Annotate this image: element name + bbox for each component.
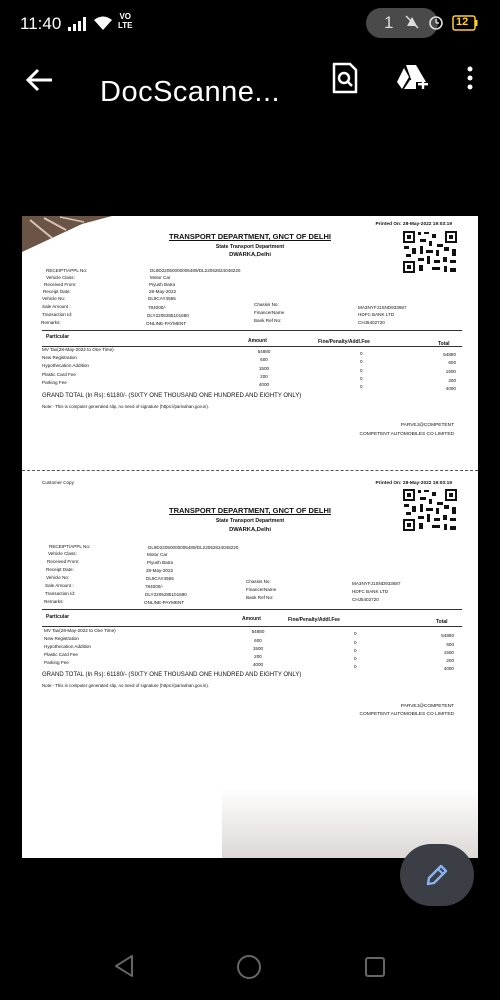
field-label: Sale Amount :	[42, 304, 71, 309]
nav-home-icon[interactable]	[236, 954, 262, 980]
col-header-total: Total	[438, 341, 450, 347]
row-amount: 200	[254, 654, 262, 659]
status-bar	[0, 0, 500, 48]
row-fine: 0	[360, 368, 363, 373]
field-value: 28-May-2022	[146, 568, 174, 573]
table-rule	[42, 626, 462, 627]
notification-count: 1	[384, 13, 394, 32]
document-page[interactable]	[22, 216, 478, 858]
field-label: Received From:	[47, 559, 80, 564]
row-particular: MV Tax(28-May-2022 to One Time)	[42, 347, 114, 352]
row-particular: Parking Fee	[44, 660, 69, 665]
field-value: DL9CAY4555	[146, 576, 174, 581]
row-amount: 200	[260, 374, 268, 379]
row-total: 54880	[441, 633, 454, 638]
grand-total: GRAND TOTAL (In Rs): 61180/- (SIXTY ONE THOUSAND ONE HUNDRED AND EIGHTY ONLY)	[42, 393, 302, 399]
col-header-amount: Amount	[248, 338, 267, 344]
row-fine: 0	[354, 631, 357, 636]
row-particular: Plastic Card Fee	[42, 372, 76, 377]
row-fine: 0	[360, 351, 363, 356]
more-vert-icon[interactable]	[460, 62, 480, 94]
signatory: PARVEJ@COMPETENT	[400, 704, 454, 709]
nav-back-icon[interactable]	[112, 954, 136, 978]
row-amount: 1500	[258, 366, 270, 371]
nav-recents-icon[interactable]	[364, 956, 386, 978]
note: Note:- This is computer generated slip, no need of signature (https://parivahan.gov.in).	[42, 404, 210, 409]
volte-line1: VO	[119, 12, 132, 21]
row-amount: 54880	[257, 349, 271, 354]
col-header-fine: Fine/Penalty/Addl.Fee	[288, 617, 340, 623]
row-amount: 1500	[252, 646, 264, 651]
row-amount: 4000	[258, 382, 270, 387]
row-amount: 4000	[252, 662, 264, 667]
mute-icon	[404, 14, 420, 30]
field-label: Bank Ref No:	[254, 318, 282, 323]
back-arrow-icon[interactable]	[22, 62, 58, 98]
row-fine: 0	[354, 648, 357, 653]
row-total: 4000	[445, 386, 456, 391]
field-label: Receipt Date:	[46, 567, 74, 572]
field-label: Transaction Id:	[45, 591, 76, 596]
field-value: DLY2205285101680	[147, 313, 189, 318]
field-label: Vehicle Class:	[48, 551, 77, 556]
row-particular: Hypothecation Addition	[42, 363, 89, 368]
receipt-location: DWARKA,Delhi	[229, 527, 271, 533]
receipt-subtitle: State Transport Department	[215, 244, 285, 250]
drive-add-icon[interactable]	[394, 62, 430, 94]
volte-line2: LTE	[118, 21, 133, 30]
grand-total: GRAND TOTAL (In Rs): 61180/- (SIXTY ONE THOUSAND ONE HUNDRED AND EIGHTY ONLY)	[42, 672, 302, 678]
row-amount: 54880	[251, 629, 265, 634]
field-value: 784000/-	[145, 584, 164, 589]
pencil-icon	[424, 862, 450, 888]
row-fine: 0	[354, 656, 357, 661]
field-label: FinancerName	[246, 587, 277, 592]
field-label: RECEIPT/APPL No:	[49, 544, 91, 549]
field-value: 28-May-2022	[149, 289, 177, 294]
table-rule	[42, 330, 462, 331]
field-value: MA3NYFJ1SND933687	[358, 305, 407, 310]
field-value: Piyush Batra	[147, 560, 174, 565]
printed-on: Printed On: 28-May-2022 19:03:19	[375, 481, 452, 486]
receipt-subtitle: State Transport Department	[215, 518, 285, 524]
field-value: MA3NYFJ1SND933687	[352, 581, 401, 586]
field-value: Motor Car	[150, 275, 171, 280]
row-particular: New Registration	[44, 636, 79, 641]
field-label: Remarks:	[44, 599, 64, 604]
row-total: 1500	[443, 650, 454, 655]
field-value: HDFC BANK LTD	[358, 312, 395, 317]
row-fine: 0	[360, 376, 363, 381]
field-value: CHJ5402720	[358, 320, 385, 325]
field-label: Vehicle Class:	[46, 275, 75, 280]
field-value: DLY2205285101680	[145, 592, 187, 597]
col-header-total: Total	[436, 619, 448, 625]
field-label: Receipt Date:	[43, 289, 71, 294]
field-label: Remarks:	[41, 320, 61, 325]
row-particular: Parking Fee	[42, 380, 67, 385]
company-name: COMPETENT AUTOMOBILES CO LIMITED	[359, 432, 454, 437]
col-header-amount: Amount	[242, 616, 261, 622]
row-fine: 0	[354, 640, 357, 645]
field-value: Motor Car	[147, 552, 168, 557]
receipt-copy-customer	[22, 476, 478, 736]
row-fine: 0	[360, 384, 363, 389]
volte-badge	[118, 12, 133, 30]
field-label: Sale Amount :	[45, 583, 74, 588]
field-label: Vehicle No:	[46, 575, 70, 580]
field-value: DL9D22050000005489/DL22052824048220	[150, 268, 241, 273]
cell-signal-icon	[68, 17, 90, 31]
field-value: 784000/-	[148, 305, 167, 310]
wifi-icon	[93, 15, 113, 31]
field-label: Received From:	[44, 282, 77, 287]
row-amount: 600	[260, 357, 268, 362]
field-value: ONLINE-PAYMENT	[144, 600, 185, 605]
field-label: Chassis No:	[246, 579, 271, 584]
row-total: 200	[448, 378, 456, 383]
field-value: DL9CAY4555	[148, 296, 176, 301]
receipt-title: TRANSPORT DEPARTMENT, GNCT OF DELHI	[169, 506, 331, 515]
row-total: 1500	[445, 369, 456, 374]
field-label: Bank Ref No:	[246, 595, 274, 600]
field-value: ONLINE-PAYMENT	[146, 321, 187, 326]
table-rule	[42, 609, 462, 610]
col-header-particular: Particular	[46, 614, 70, 620]
status-time: 11:40	[20, 14, 62, 33]
field-label: RECEIPT/APPL No:	[46, 268, 88, 273]
row-particular: MV Tax(28-May-2022 to One Time)	[44, 628, 116, 633]
signatory: PARVEJ@COMPETENT	[400, 423, 454, 428]
copy-label: Customer Copy	[42, 480, 74, 485]
field-value: HDFC BANK LTD	[352, 589, 389, 594]
field-label: Chassis No:	[254, 302, 279, 307]
edit-fab-button[interactable]	[400, 844, 474, 906]
field-value: CHJ5402720	[352, 597, 379, 602]
receipt-copy-office	[22, 216, 478, 466]
copy-separator	[22, 470, 478, 471]
row-particular: Hypothecation Addition	[44, 644, 91, 649]
col-header-fine: Fine/Penalty/Addl.Fee	[318, 339, 370, 345]
row-particular: Plastic Card Fee	[44, 652, 78, 657]
alarm-icon	[428, 14, 444, 30]
row-amount: 600	[254, 638, 262, 643]
receipt-title: TRANSPORT DEPARTMENT, GNCT OF DELHI	[169, 232, 331, 241]
company-name: COMPETENT AUTOMOBILES CO LIMITED	[359, 712, 454, 717]
field-label: FinancerName	[254, 310, 285, 315]
app-bar	[0, 48, 500, 138]
row-total: 600	[446, 642, 454, 647]
field-label: Transaction Id:	[42, 312, 73, 317]
row-total: 200	[446, 658, 454, 663]
col-header-particular: Particular	[46, 334, 70, 340]
row-fine: 0	[354, 664, 357, 669]
row-fine: 0	[360, 359, 363, 364]
field-label: Vehicle No:	[42, 296, 66, 301]
row-particular: New Registration	[42, 355, 77, 360]
receipt-location: DWARKA,Delhi	[229, 252, 271, 258]
document-search-icon[interactable]	[330, 62, 360, 94]
row-total: 54880	[443, 352, 456, 357]
row-total: 4000	[443, 666, 454, 671]
app-title: DocScanne...	[100, 76, 281, 108]
row-total: 600	[448, 360, 456, 365]
printed-on: Printed On: 28-May-2022 19:03:19	[375, 222, 452, 227]
battery-level: 12	[456, 16, 469, 28]
field-value: DL9D22050000005489/DL22052824048220	[148, 545, 239, 550]
note: Note:- This is computer generated slip, no need of signature (https://parivahan.gov.in).	[42, 683, 210, 688]
field-value: Piyush Batra	[149, 282, 176, 287]
